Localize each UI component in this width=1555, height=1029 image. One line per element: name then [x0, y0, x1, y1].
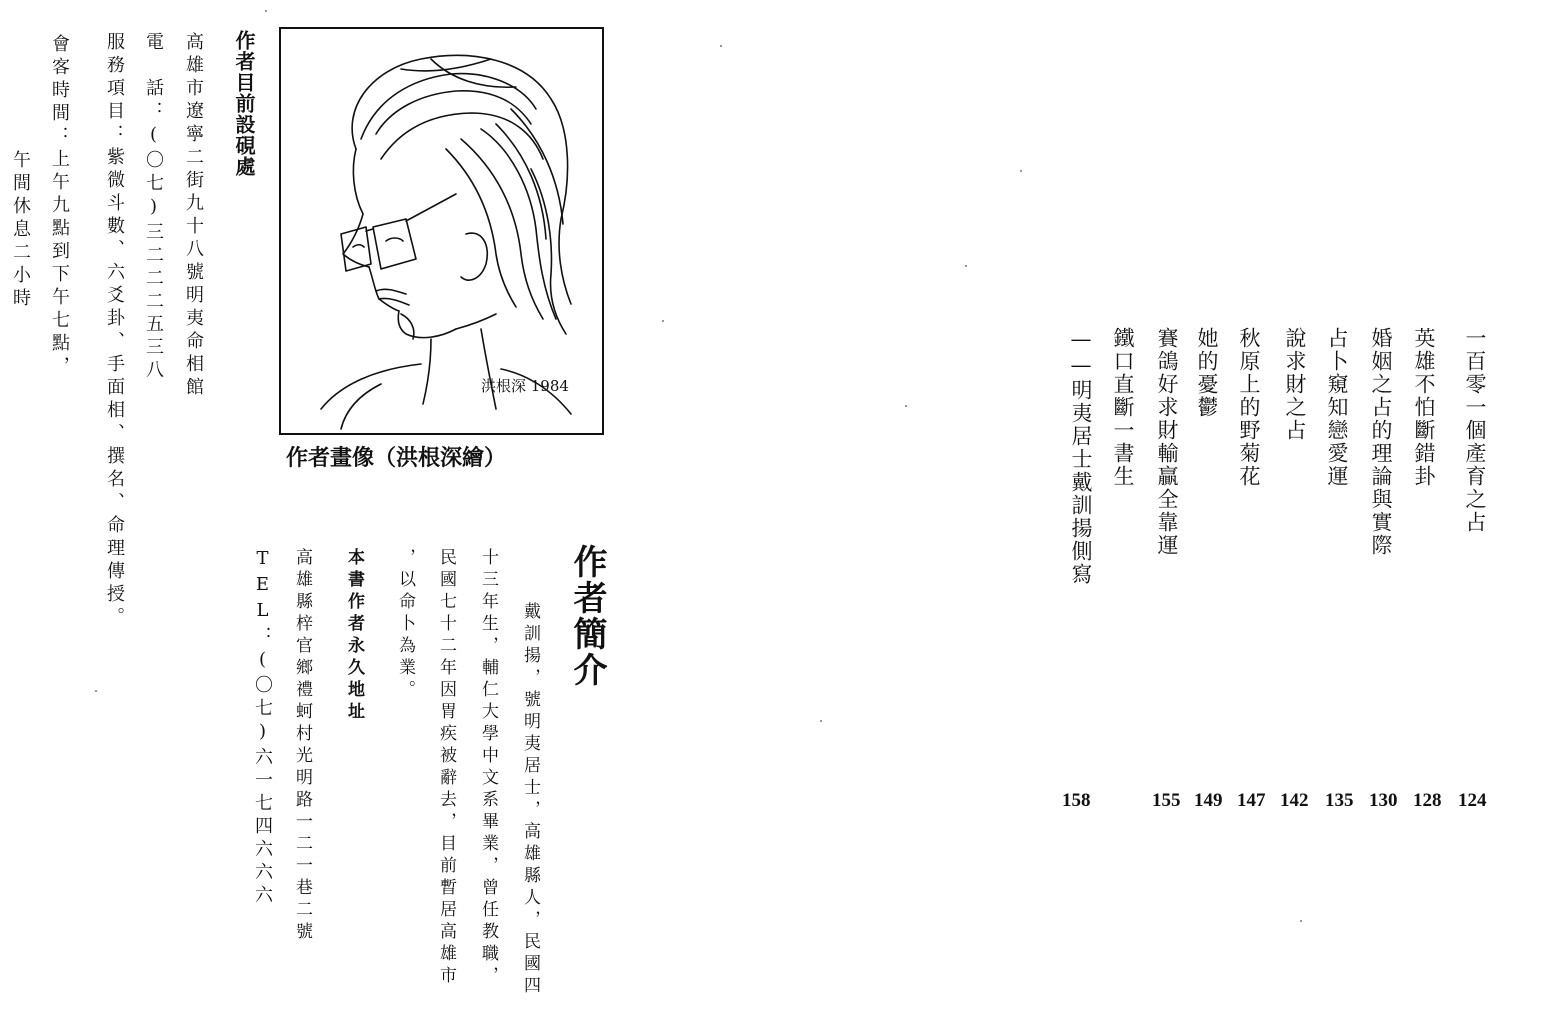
intro-line: 戴訓揚，號明夷居士，高雄縣人，民國四 — [520, 580, 540, 998]
scan-speck — [905, 405, 907, 407]
toc-title: ——明夷居士戴訓揚側寫 — [1069, 327, 1093, 586]
office-phone: 電 話：(〇七)三二二二五三八 — [143, 32, 164, 383]
scan-speck — [265, 10, 267, 12]
intro-line: ，以命卜為業。 — [395, 548, 415, 702]
toc-title: 秋原上的野菊花 — [1237, 327, 1261, 488]
scan-speck — [1020, 170, 1022, 172]
office-services: 服務項目：紫微斗數、六爻卦、手面相、撰名、命理傳授。 — [104, 32, 125, 630]
toc-page-number: 149 — [1194, 790, 1223, 811]
toc-page-number: 135 — [1325, 790, 1354, 811]
toc-title: 賽鴿好求財輸贏全靠運 — [1155, 327, 1179, 557]
intro-line: 十三年生，輔仁大學中文系畢業，曾任教職， — [478, 548, 498, 988]
scan-speck — [820, 720, 822, 722]
toc-page-number: 124 — [1458, 790, 1487, 811]
intro-title: 作者簡介 — [567, 544, 607, 688]
intro-line: 民國七十二年因胃疾被辭去，目前暫居高雄市 — [436, 548, 456, 988]
permanent-address: 高雄縣梓官鄉禮蚵村光明路一二一巷二號 — [292, 548, 312, 944]
toc-title: 占卜窺知戀愛運 — [1325, 327, 1349, 488]
toc-page-number: 130 — [1369, 790, 1398, 811]
toc-title: 她的憂鬱 — [1195, 327, 1219, 419]
office-hours: 會客時間：上午九點到下午七點， — [49, 34, 70, 379]
scan-speck — [95, 690, 97, 692]
portrait-sketch — [281, 29, 602, 433]
toc-title: 一百零一個產育之占 — [1463, 327, 1487, 534]
portrait-signature: 洪根深 1984 — [481, 377, 569, 395]
toc-page-number: 155 — [1152, 790, 1181, 811]
toc-title: 說求財之占 — [1283, 327, 1307, 442]
toc-title: 婚姻之占的理論與實際 — [1369, 327, 1393, 557]
scan-speck — [720, 45, 722, 47]
portrait-caption: 作者畫像（洪根深繪） — [286, 446, 507, 471]
scan-speck — [1300, 920, 1302, 922]
toc-page-number: 147 — [1237, 790, 1266, 811]
toc-page-number: 128 — [1413, 790, 1442, 811]
toc-title: 鐵口直斷一書生 — [1111, 327, 1135, 488]
author-portrait — [279, 27, 604, 435]
scan-speck — [662, 320, 664, 322]
office-break: 午間休息二小時 — [10, 150, 31, 311]
toc-page-number: 142 — [1280, 790, 1309, 811]
office-title: 作者目前設硯處 — [232, 30, 256, 177]
permanent-address-label: 本書作者永久地址 — [344, 548, 364, 724]
scan-speck — [965, 265, 967, 267]
permanent-phone: TEL：(〇七)六一七四六六六 — [252, 548, 273, 908]
toc-title: 英雄不怕斷錯卦 — [1412, 327, 1436, 488]
office-address: 高雄市遼寧二街九十八號明夷命相館 — [183, 32, 204, 400]
toc-page-number: 158 — [1062, 790, 1091, 811]
